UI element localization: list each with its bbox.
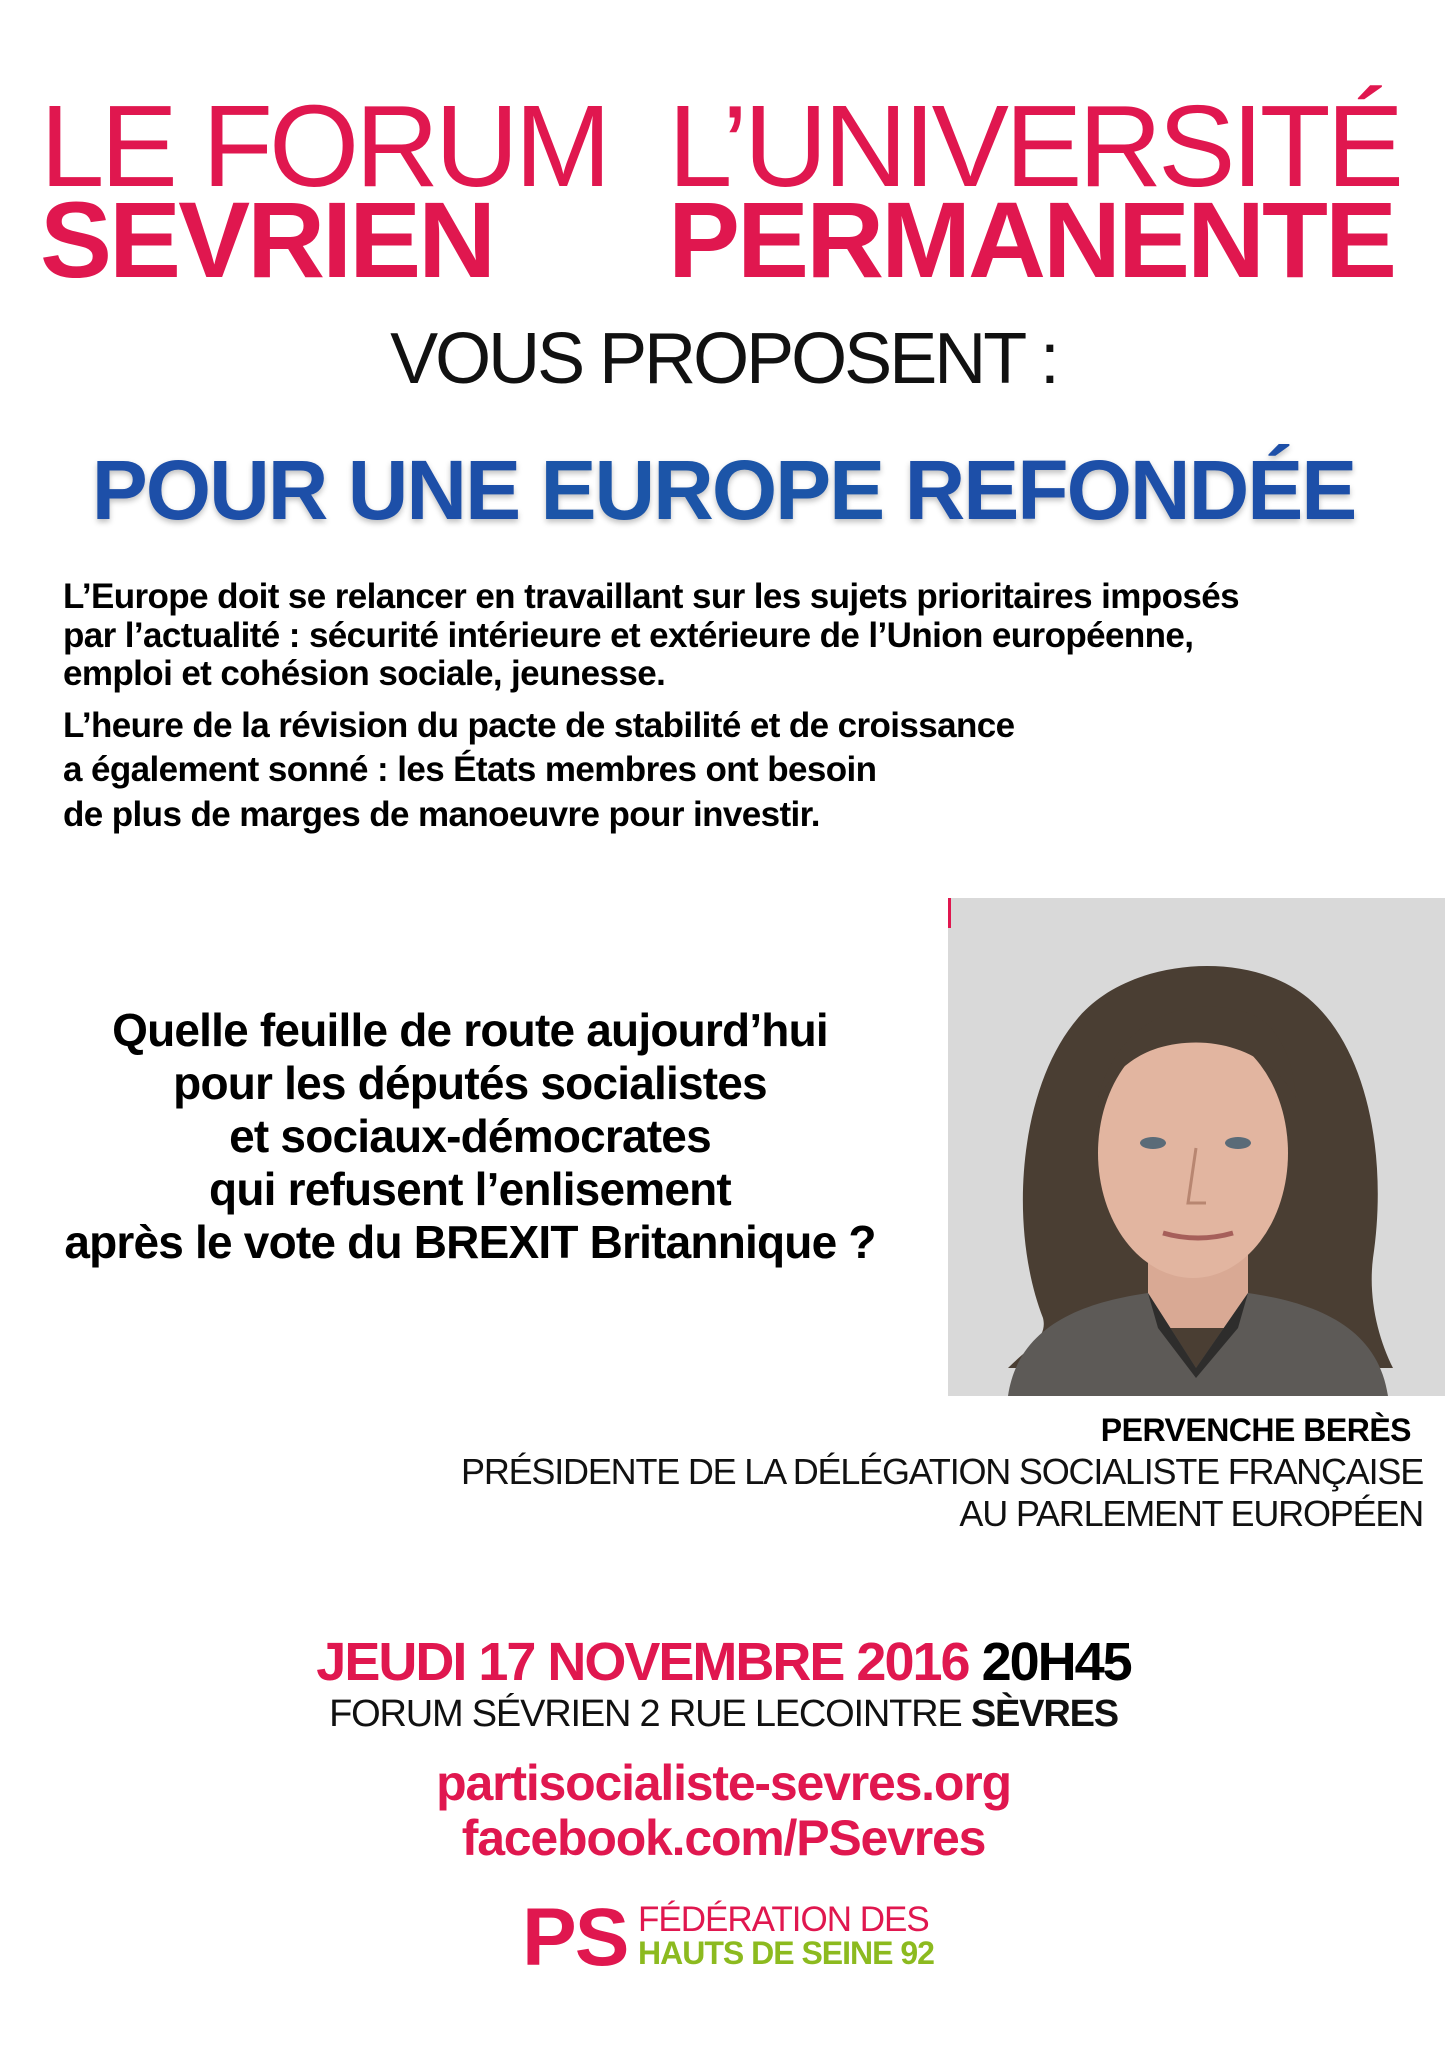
speaker-role-line: PRÉSIDENTE DE LA DÉLÉGATION SOCIALISTE FRANÇAISE — [461, 1451, 1423, 1492]
venue-address: FORUM SÉVRIEN 2 RUE LECOINTRE — [329, 1693, 962, 1735]
intro-line: par l’actualité : sécurité intérieure et extérieure de l’Union européenne, — [63, 615, 1194, 655]
speaker-role-line: AU PARLEMENT EUROPÉEN — [959, 1493, 1423, 1535]
speaker-name: PERVENCHE BERÈS — [1100, 1412, 1411, 1448]
intro-line: L’heure de la révision du pacte de stabilité et de croissance — [63, 706, 1015, 745]
forum-title-line1: LE FORUM — [40, 81, 608, 211]
photo-accent-mark — [948, 898, 951, 928]
question-block — [20, 1004, 920, 1268]
intro-line: emploi et cohésion sociale, jeunesse. — [63, 654, 666, 693]
question-line: Quelle feuille de route aujourd’hui — [112, 1004, 828, 1056]
speaker-portrait-illustration — [948, 898, 1445, 1396]
event-date: JEUDI 17 NOVEMBRE 2016 — [316, 1632, 969, 1692]
universite-title-line1: L’UNIVERSITÉ — [668, 81, 1400, 211]
title-word-4: REFONDÉE — [904, 443, 1356, 537]
intro-line: L’Europe doit se relancer en travaillant sur les sujets prioritaires imposés — [63, 577, 1239, 616]
facebook-link[interactable]: facebook.com/PSevres — [461, 1810, 986, 1866]
universite-title-line2: PERMANENTE — [668, 179, 1395, 300]
intro-line: a également sonné : les États membres ont besoin — [63, 750, 877, 790]
question-line: pour les députés socialistes — [173, 1056, 767, 1109]
venue-city: SÈVRES — [970, 1693, 1118, 1735]
ps-logo: PS — [522, 1892, 628, 1983]
title-word-2: UNE — [347, 443, 520, 537]
intro-line: de plus de marges de manoeuvre pour investir. — [63, 794, 820, 834]
speaker-photo — [948, 898, 1445, 1396]
europe-title — [0, 442, 1447, 539]
title-word-1: POUR — [91, 443, 327, 537]
event-datetime — [0, 1631, 1447, 1693]
intro-paragraph-2 — [63, 704, 1015, 837]
federation-line2: HAUTS DE SEINE 92 — [638, 1935, 934, 1971]
question-line: qui refusent l’enlisement — [209, 1162, 731, 1215]
question-line: après le vote du BREXIT Britannique ? — [64, 1215, 876, 1268]
proposent-heading: VOUS PROPOSENT : — [390, 319, 1057, 399]
forum-title-line2: SEVRIEN — [40, 179, 494, 300]
federation-line1: FÉDÉRATION DES — [638, 1900, 929, 1939]
title-word-3: EUROPE — [540, 443, 884, 537]
event-venue — [0, 1693, 1447, 1736]
intro-paragraph-1 — [63, 578, 1239, 694]
question-line: et sociaux-démocrates — [229, 1109, 711, 1162]
website-link[interactable]: partisocialiste-sevres.org — [436, 1755, 1011, 1811]
speaker-role — [461, 1451, 1423, 1535]
event-time: 20H45 — [981, 1632, 1131, 1692]
